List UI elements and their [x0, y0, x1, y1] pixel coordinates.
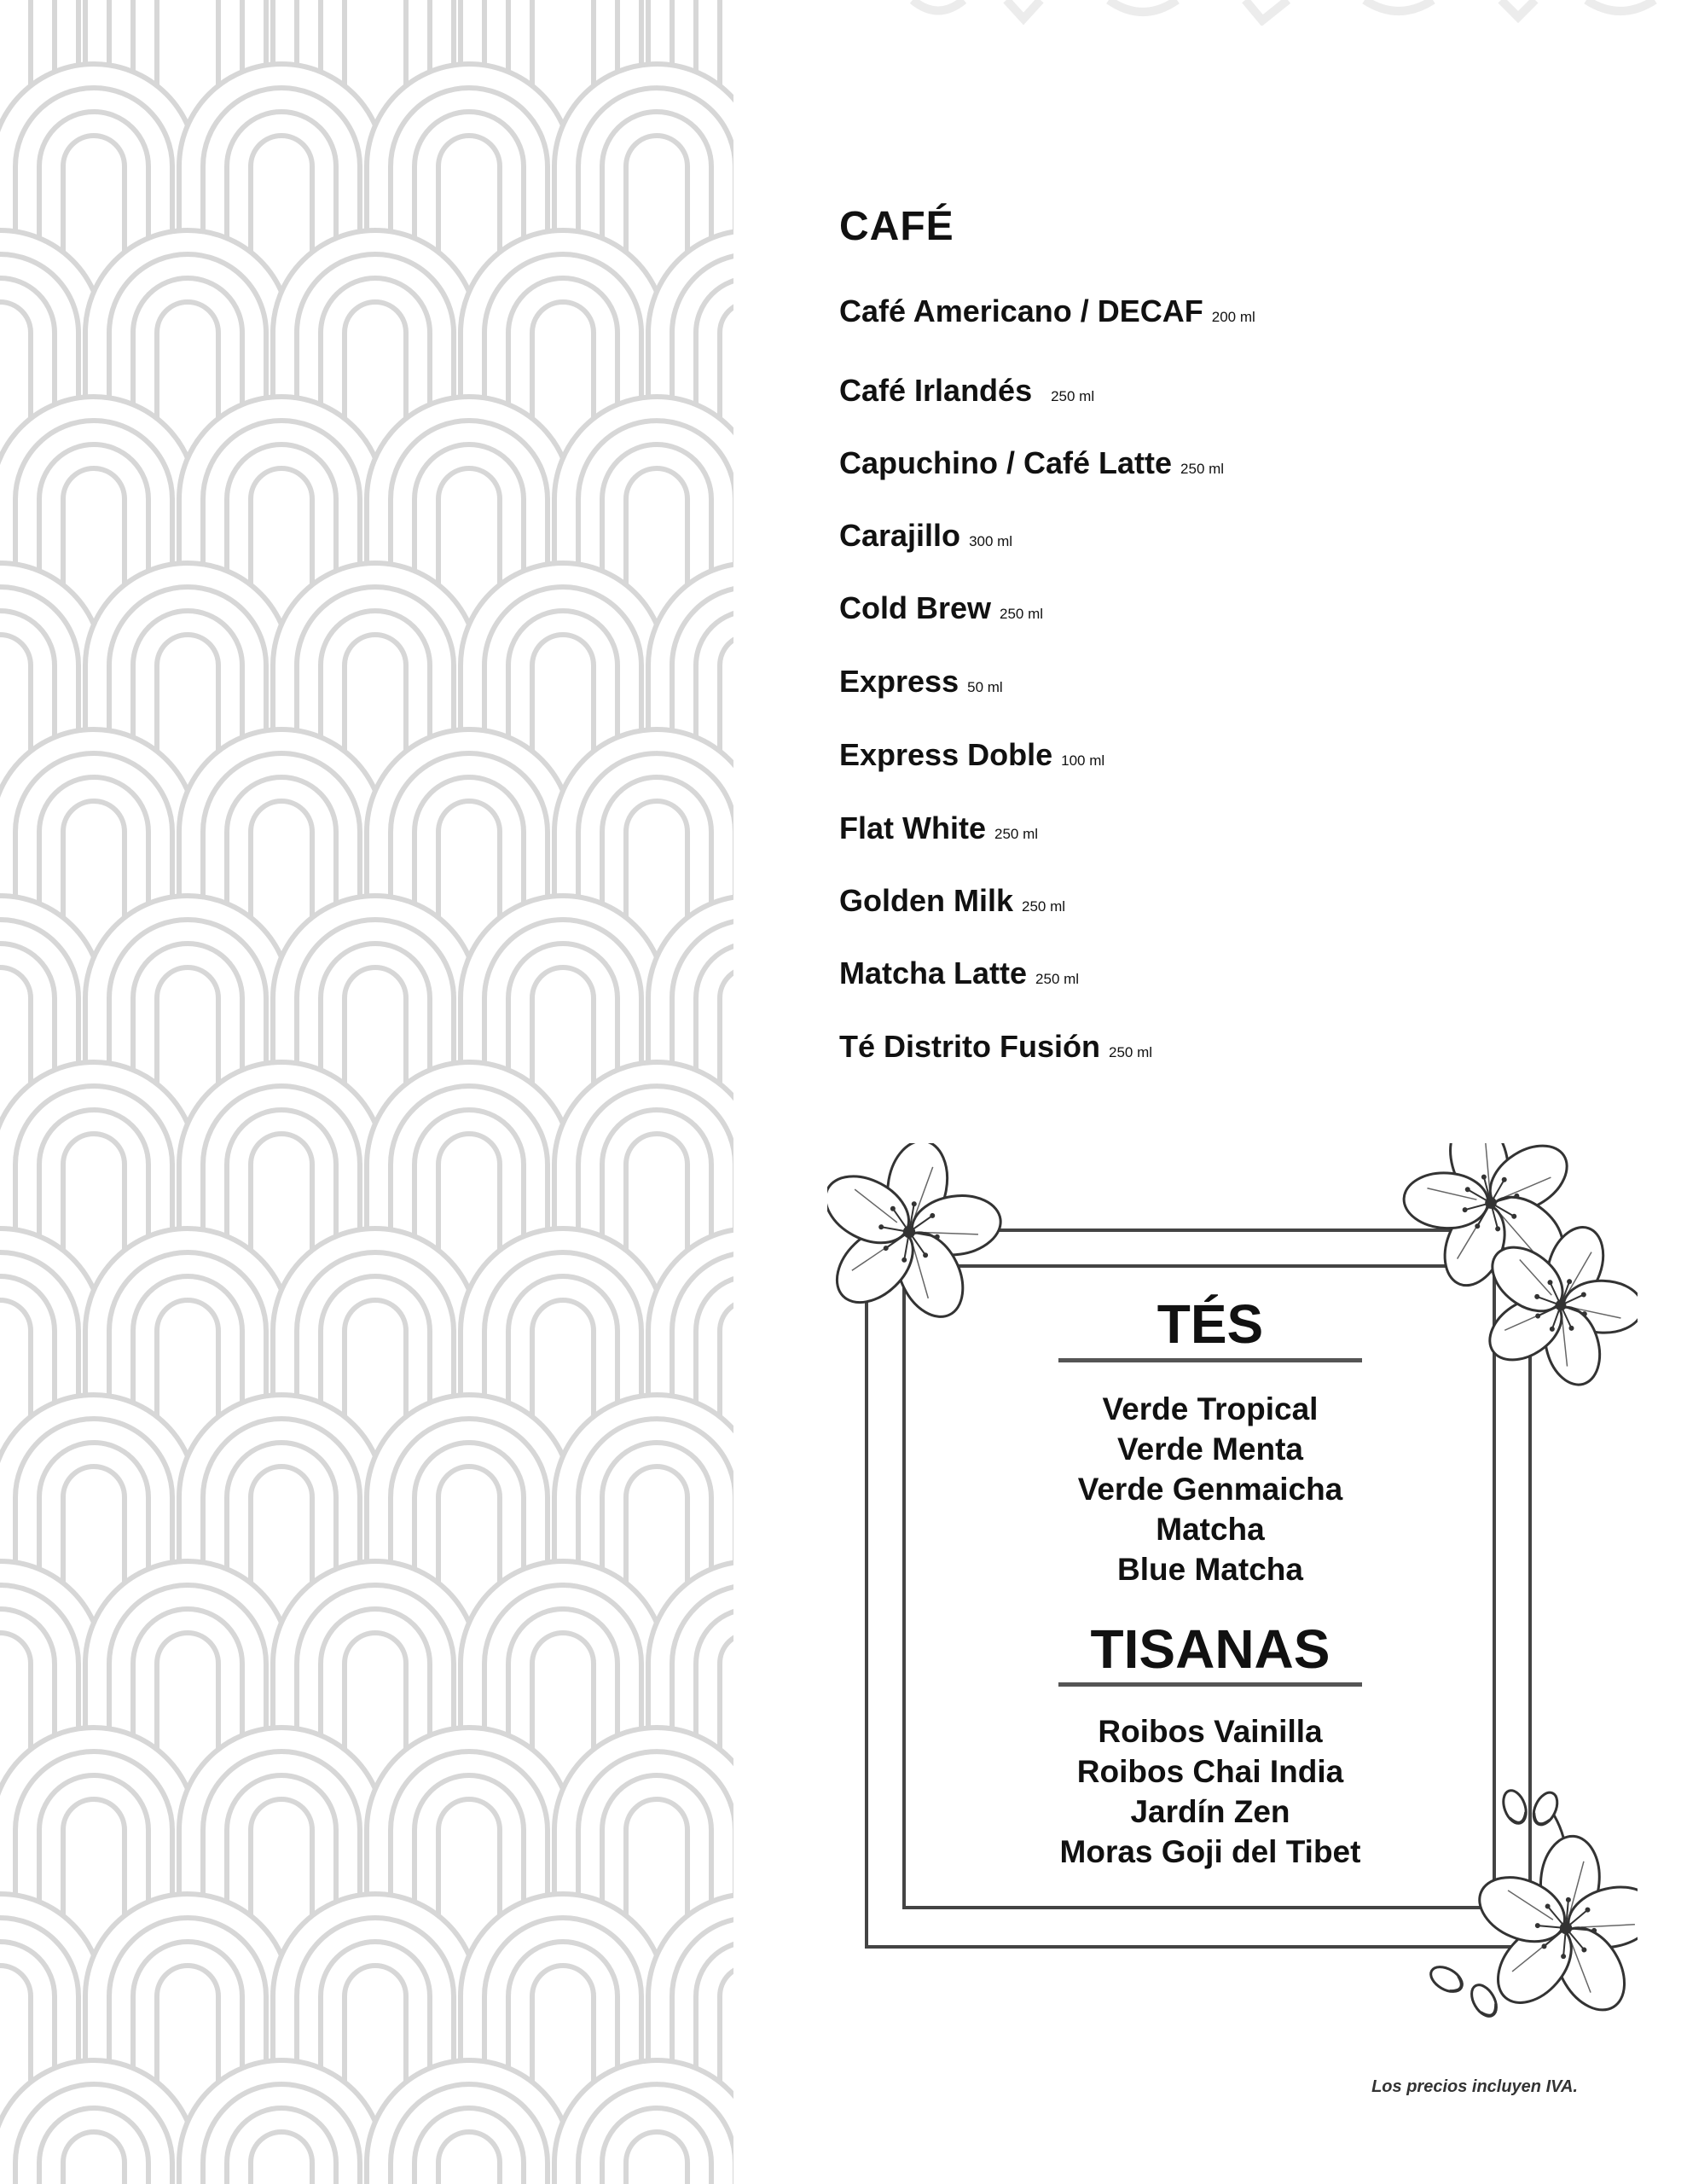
cafe-item: [839, 590, 1043, 626]
cafe-item-name: Capuchino / Café Latte: [839, 445, 1173, 480]
footer-note: Los precios incluyen IVA.: [1371, 2077, 1578, 2096]
cafe-item-name: Flat White: [839, 810, 986, 845]
cafe-item-volume: 300 ml: [969, 533, 1013, 549]
cafe-item-name: Cold Brew: [839, 590, 992, 625]
cafe-item-name: Matcha Latte: [839, 956, 1028, 990]
cafe-item-volume: 250 ml: [1000, 606, 1044, 622]
cafe-item-volume: 250 ml: [1022, 898, 1066, 915]
tisanas-item: Moras Goji del Tibet: [1059, 1834, 1361, 1869]
tisanas-section-title: TISANAS: [1090, 1618, 1330, 1680]
cafe-section-title: CAFÉ: [839, 204, 954, 249]
cafe-item: [839, 373, 1094, 409]
tisanas-item: Roibos Chai India: [1076, 1754, 1344, 1789]
tes-list: [998, 1389, 1423, 1589]
tes-item: Verde Genmaicha: [1077, 1472, 1343, 1507]
tisanas-underline: [1058, 1682, 1362, 1687]
cafe-item-name: Express Doble: [839, 737, 1053, 772]
cafe-item-volume: 50 ml: [967, 679, 1003, 695]
cafe-item-name: Café Americano / DECAF: [839, 293, 1203, 328]
cafe-item-volume: 250 ml: [1180, 461, 1225, 477]
cafe-item: [839, 810, 1038, 846]
cafe-item-volume: 100 ml: [1061, 752, 1105, 769]
cafe-item-volume: 250 ml: [1109, 1044, 1153, 1060]
tisanas-item: Jardín Zen: [1130, 1794, 1290, 1829]
tes-underline: [1058, 1358, 1362, 1362]
cafe-item-name: Golden Milk: [839, 883, 1014, 918]
cafe-item-volume: 250 ml: [1051, 388, 1095, 404]
cafe-item: [839, 293, 1255, 329]
cafe-item: [839, 883, 1065, 919]
cafe-item: [839, 518, 1012, 554]
tes-section-title: TÉS: [1157, 1293, 1264, 1355]
cafe-item: [839, 956, 1079, 991]
cafe-item: [839, 664, 1003, 700]
tes-item: Blue Matcha: [1117, 1552, 1303, 1587]
tes-item: Verde Menta: [1117, 1432, 1303, 1467]
cafe-item-name: Café Irlandés: [839, 373, 1033, 408]
scallop-pattern-background: [0, 0, 733, 2184]
cafe-item-name: Express: [839, 664, 959, 699]
cafe-item-volume: 250 ml: [1035, 971, 1080, 987]
cafe-item: [839, 445, 1224, 481]
tisanas-item: Roibos Vainilla: [1098, 1714, 1323, 1749]
tes-item: Matcha: [1156, 1512, 1265, 1547]
cafe-item-name: Carajillo: [839, 518, 961, 553]
tes-item: Verde Tropical: [1102, 1391, 1319, 1426]
tisanas-list: [998, 1711, 1423, 1872]
cafe-item: [839, 1029, 1152, 1065]
cafe-item: [839, 737, 1104, 773]
cafe-item-name: Té Distrito Fusión: [839, 1029, 1100, 1064]
top-watermark-decoration: [887, 0, 1687, 26]
cafe-item-volume: 200 ml: [1211, 309, 1255, 325]
cafe-item-volume: 250 ml: [994, 826, 1039, 842]
